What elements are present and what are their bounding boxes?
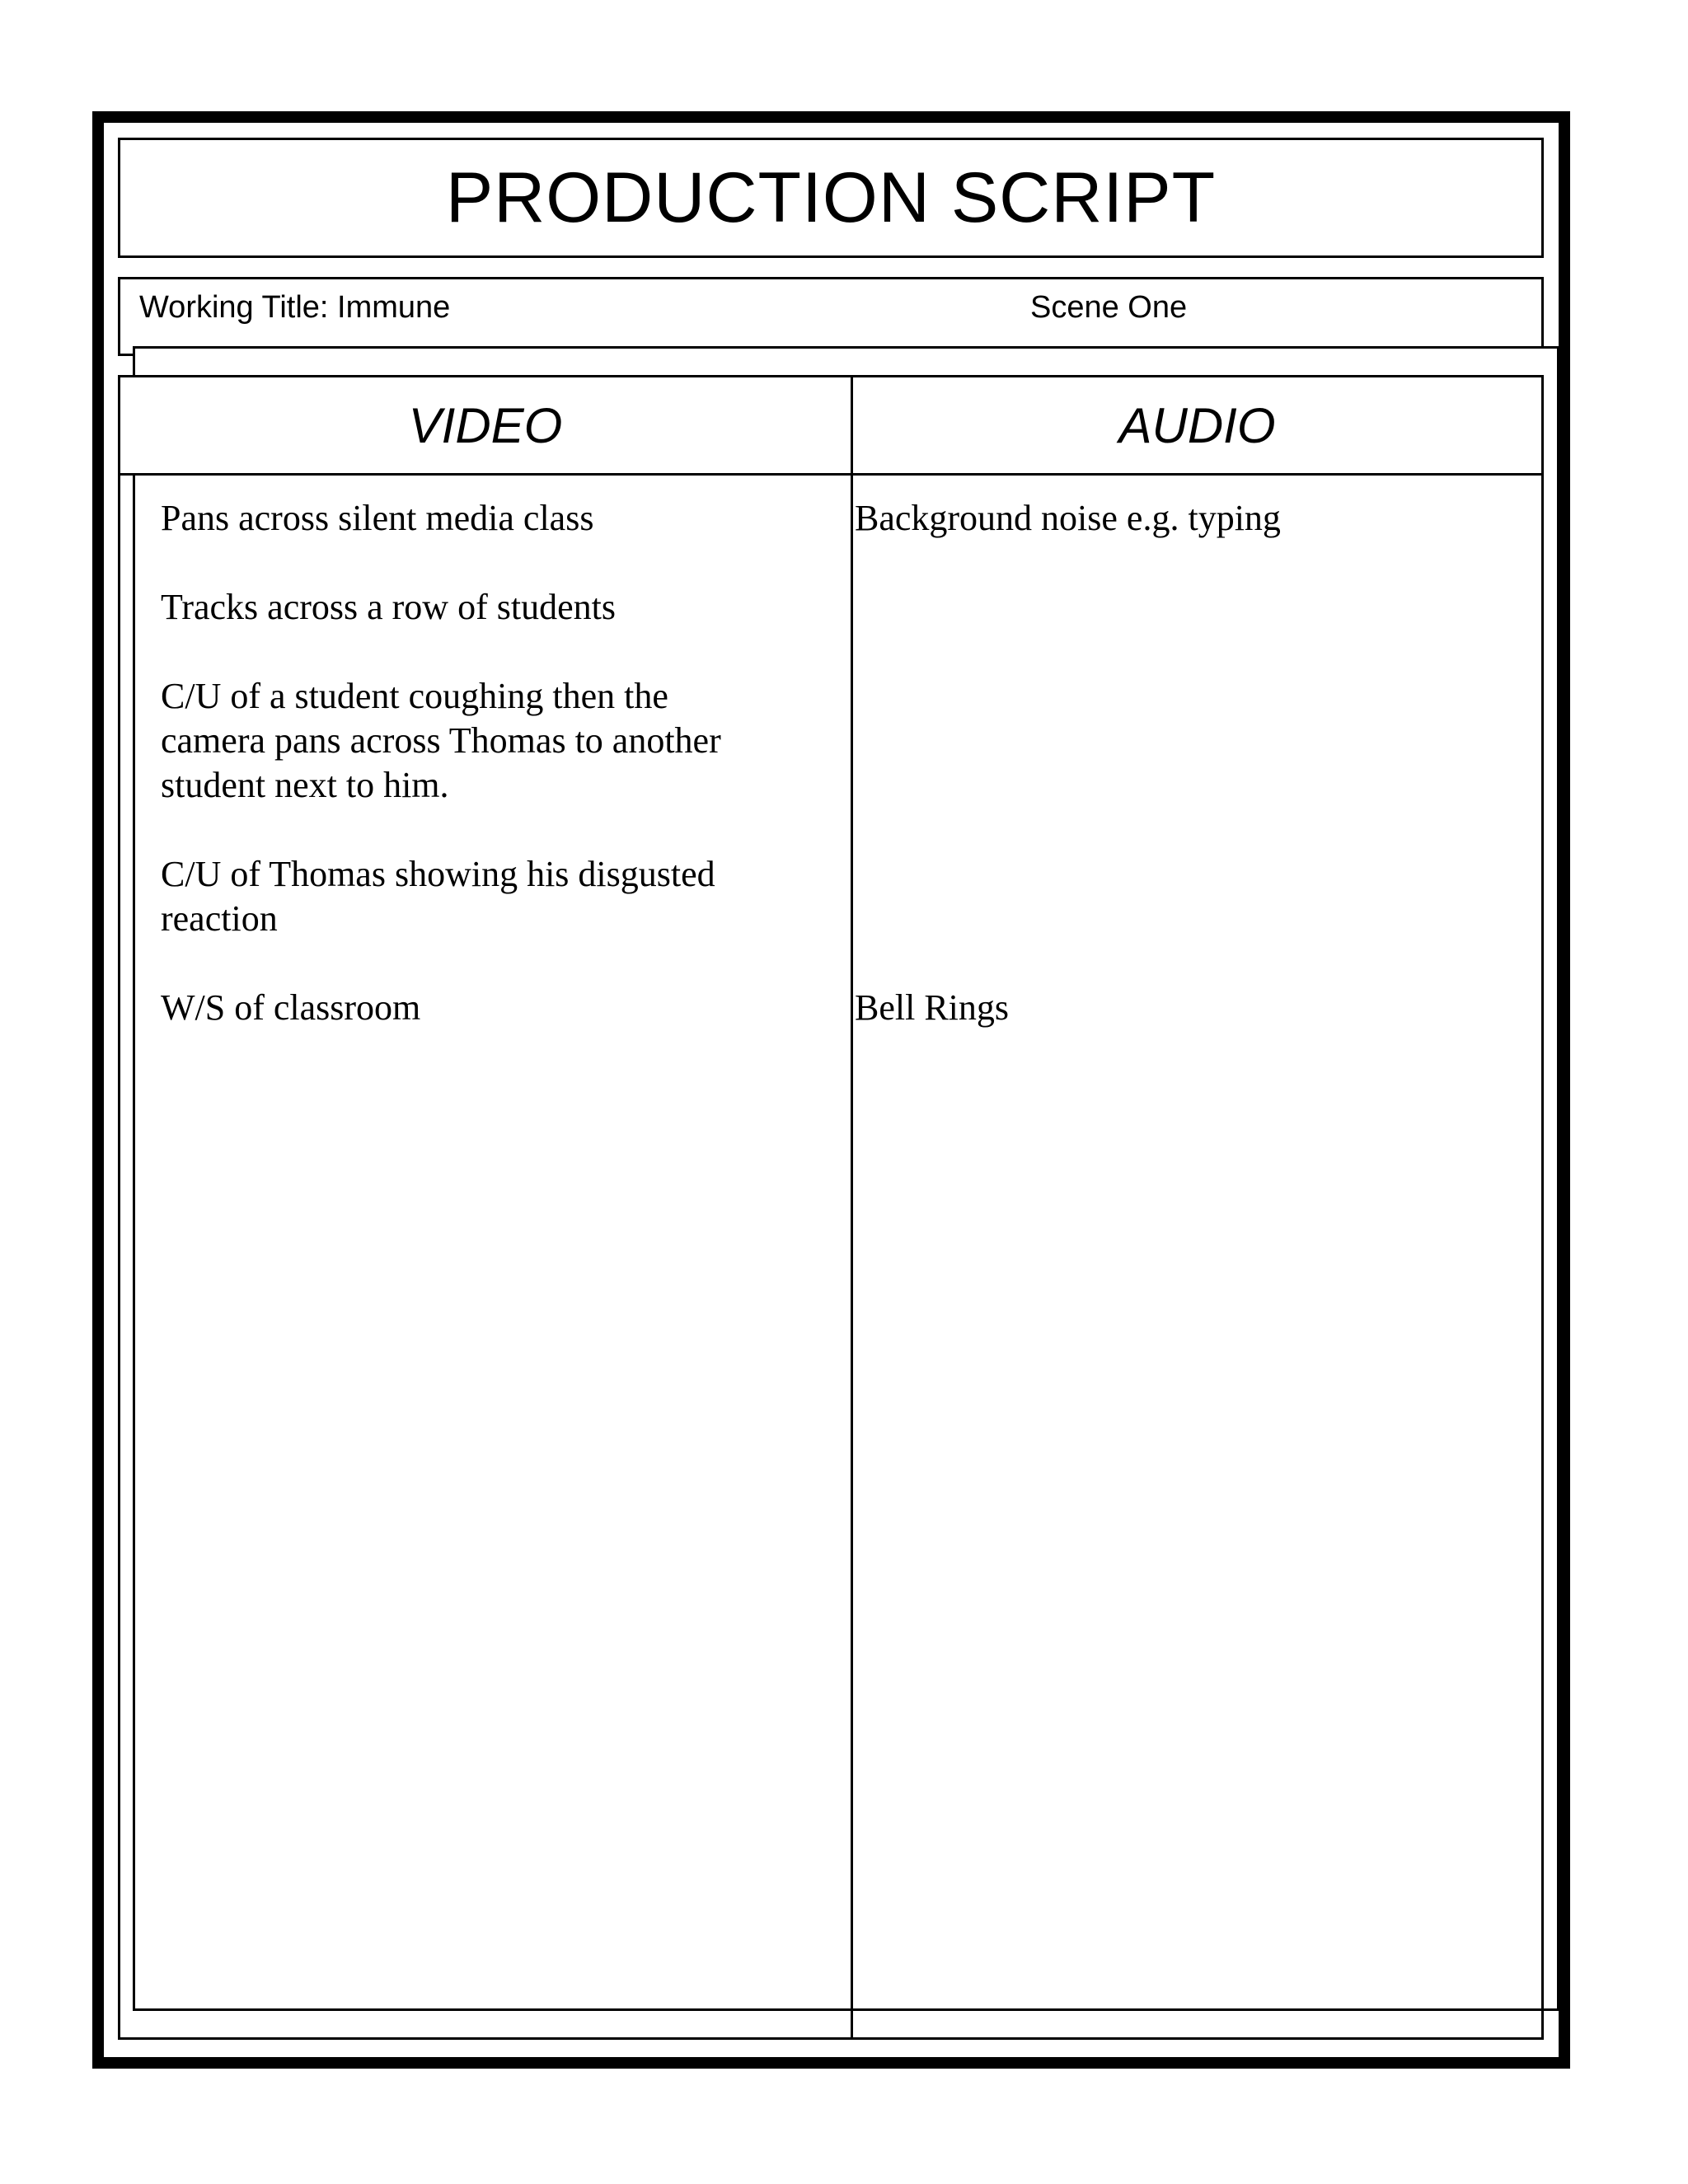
video-entry-line: student next to him.	[161, 765, 449, 805]
inner-border-bottom	[133, 2008, 1559, 2011]
video-entry-line: reaction	[161, 898, 278, 939]
video-entry-line: camera pans across Thomas to another	[161, 720, 721, 761]
audio-entry-1	[855, 496, 1281, 541]
video-entry-line: W/S of classroom	[161, 987, 421, 1028]
column-divider	[851, 375, 853, 2040]
audio-entry-2	[855, 986, 1009, 1030]
inner-border-left	[133, 476, 135, 2011]
page-title: PRODUCTION SCRIPT	[445, 157, 1217, 237]
video-entry-4	[161, 852, 715, 941]
video-entry-line: C/U of a student coughing then the	[161, 676, 668, 716]
scene-label: Scene One	[1030, 290, 1188, 325]
video-entry-2	[161, 585, 616, 630]
inner-border-right	[1557, 476, 1559, 2011]
video-entry-line: C/U of Thomas showing his disgusted	[161, 854, 715, 894]
video-entry-line: Tracks across a row of students	[161, 587, 616, 627]
video-entry-1	[161, 496, 593, 541]
video-entry-5	[161, 986, 420, 1030]
working-title: Working Title: Immune	[139, 290, 451, 325]
audio-entry-line: Bell Rings	[855, 987, 1010, 1028]
audio-column-header: AUDIO	[1118, 397, 1276, 453]
video-column-header: VIDEO	[408, 397, 563, 453]
video-entry-3	[161, 674, 721, 808]
audio-entry-line: Background noise e.g. typing	[855, 498, 1281, 538]
video-entry-line: Pans across silent media class	[161, 498, 594, 538]
